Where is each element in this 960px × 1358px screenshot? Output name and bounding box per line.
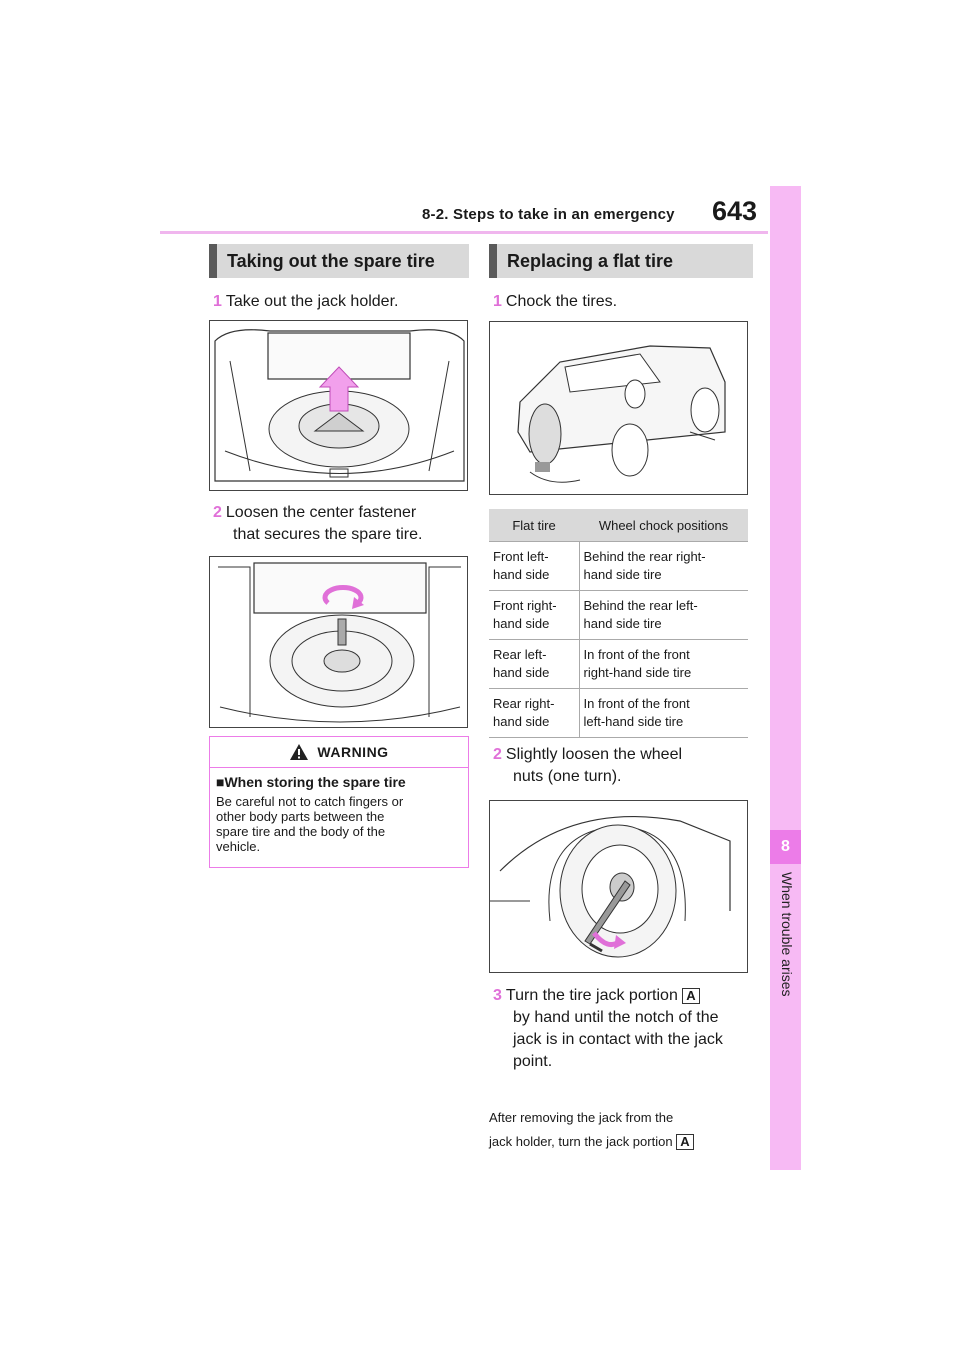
section-heading-spare-tire: Taking out the spare tire — [209, 244, 469, 278]
figure-center-fastener — [209, 556, 468, 728]
cell-line: Front right- — [493, 598, 557, 613]
step-text-line: that secures the spare tire. — [233, 526, 423, 543]
cell-line: In front of the front — [583, 696, 690, 711]
step-1-right — [493, 291, 617, 313]
step-text-line: Loosen the center fastener — [225, 504, 417, 521]
wheel-nut-wrench-illustration — [490, 801, 748, 973]
step-text-line: jack is in contact with the jack — [513, 1031, 723, 1048]
step-text-line: point. — [513, 1053, 553, 1070]
step-3-right — [493, 985, 758, 1073]
step-number: 1 — [493, 293, 502, 310]
step-2-left — [213, 502, 422, 546]
chock-position-cell — [579, 542, 748, 591]
column-header: Flat tire — [489, 509, 579, 542]
figure-jack-holder — [209, 320, 468, 491]
cell-line: Behind the rear left- — [583, 598, 698, 613]
section-heading-flat-tire: Replacing a flat tire — [489, 244, 753, 278]
step-text: Chock the tires. — [505, 293, 618, 310]
chapter-label — [770, 872, 801, 1022]
vehicle-chock-illustration — [490, 322, 748, 495]
warning-line: other body parts between the — [216, 809, 385, 824]
chapter-number: 8 — [770, 830, 801, 864]
column-header: Wheel chock positions — [579, 509, 748, 542]
step-2-right — [493, 744, 682, 788]
chapter-side-tab — [770, 186, 801, 1170]
step-text-line: by hand until the notch of the — [513, 1009, 719, 1026]
cell-line: In front of the front — [583, 647, 690, 662]
header-divider — [160, 231, 768, 234]
cell-line: hand side — [493, 616, 550, 631]
callout-label-a: A — [682, 988, 699, 1004]
cell-line: hand side tire — [583, 616, 662, 631]
chock-position-cell — [579, 591, 748, 640]
cell-line: hand side tire — [583, 567, 662, 582]
spare-tire-fastener-illustration — [210, 557, 468, 728]
page-number: 643 — [712, 196, 758, 226]
table-header-row — [489, 509, 748, 542]
warning-line: Be careful not to catch fingers or — [216, 794, 404, 809]
callout-label-a: A — [676, 1134, 693, 1150]
step-1-left — [213, 291, 398, 313]
step-text-line: nuts (one turn). — [513, 768, 622, 785]
step-number: 3 — [493, 987, 502, 1004]
jack-note — [489, 1106, 694, 1154]
wheel-chock-table — [489, 509, 748, 738]
warning-body — [210, 790, 468, 858]
note-line: After removing the jack from the — [489, 1110, 674, 1125]
step-number: 2 — [213, 504, 222, 521]
table-row — [489, 640, 748, 689]
note-line: jack holder, turn the jack portion — [489, 1134, 673, 1149]
figure-chock-tires — [489, 321, 748, 495]
step-text-line: Turn the tire jack portion — [505, 987, 678, 1004]
trunk-jack-holder-illustration — [210, 321, 468, 491]
flat-tire-cell — [489, 591, 579, 640]
table-row — [489, 591, 748, 640]
cell-line: left-hand side tire — [583, 714, 684, 729]
warning-subheading: ■When storing the spare tire — [216, 774, 406, 790]
cell-line: hand side — [493, 714, 550, 729]
warning-box — [209, 736, 469, 868]
table-row — [489, 542, 748, 591]
step-number: 1 — [213, 293, 222, 310]
cell-line: Rear right- — [493, 696, 555, 711]
chock-position-cell — [579, 689, 748, 738]
cell-line: hand side — [493, 567, 550, 582]
table-row — [489, 689, 748, 738]
flat-tire-cell — [489, 689, 579, 738]
cell-line: right-hand side tire — [583, 665, 692, 680]
figure-loosen-nuts — [489, 800, 748, 973]
step-text-line: Slightly loosen the wheel — [505, 746, 683, 763]
cell-line: Rear left- — [493, 647, 547, 662]
cell-line: Front left- — [493, 549, 549, 564]
warning-line: vehicle. — [216, 839, 261, 854]
warning-line: spare tire and the body of the — [216, 824, 386, 839]
section-title: 8-2. Steps to take in an emergency — [422, 206, 675, 223]
flat-tire-cell — [489, 640, 579, 689]
cell-line: Behind the rear right- — [583, 549, 706, 564]
chock-position-cell — [579, 640, 748, 689]
warning-triangle-icon — [289, 743, 309, 761]
cell-line: hand side — [493, 665, 550, 680]
warning-title: WARNING — [317, 744, 389, 760]
warning-header — [210, 737, 468, 768]
step-text: Take out the jack holder. — [225, 293, 399, 310]
chapter-label-text: When trouble arises — [778, 872, 795, 997]
flat-tire-cell — [489, 542, 579, 591]
step-number: 2 — [493, 746, 502, 763]
